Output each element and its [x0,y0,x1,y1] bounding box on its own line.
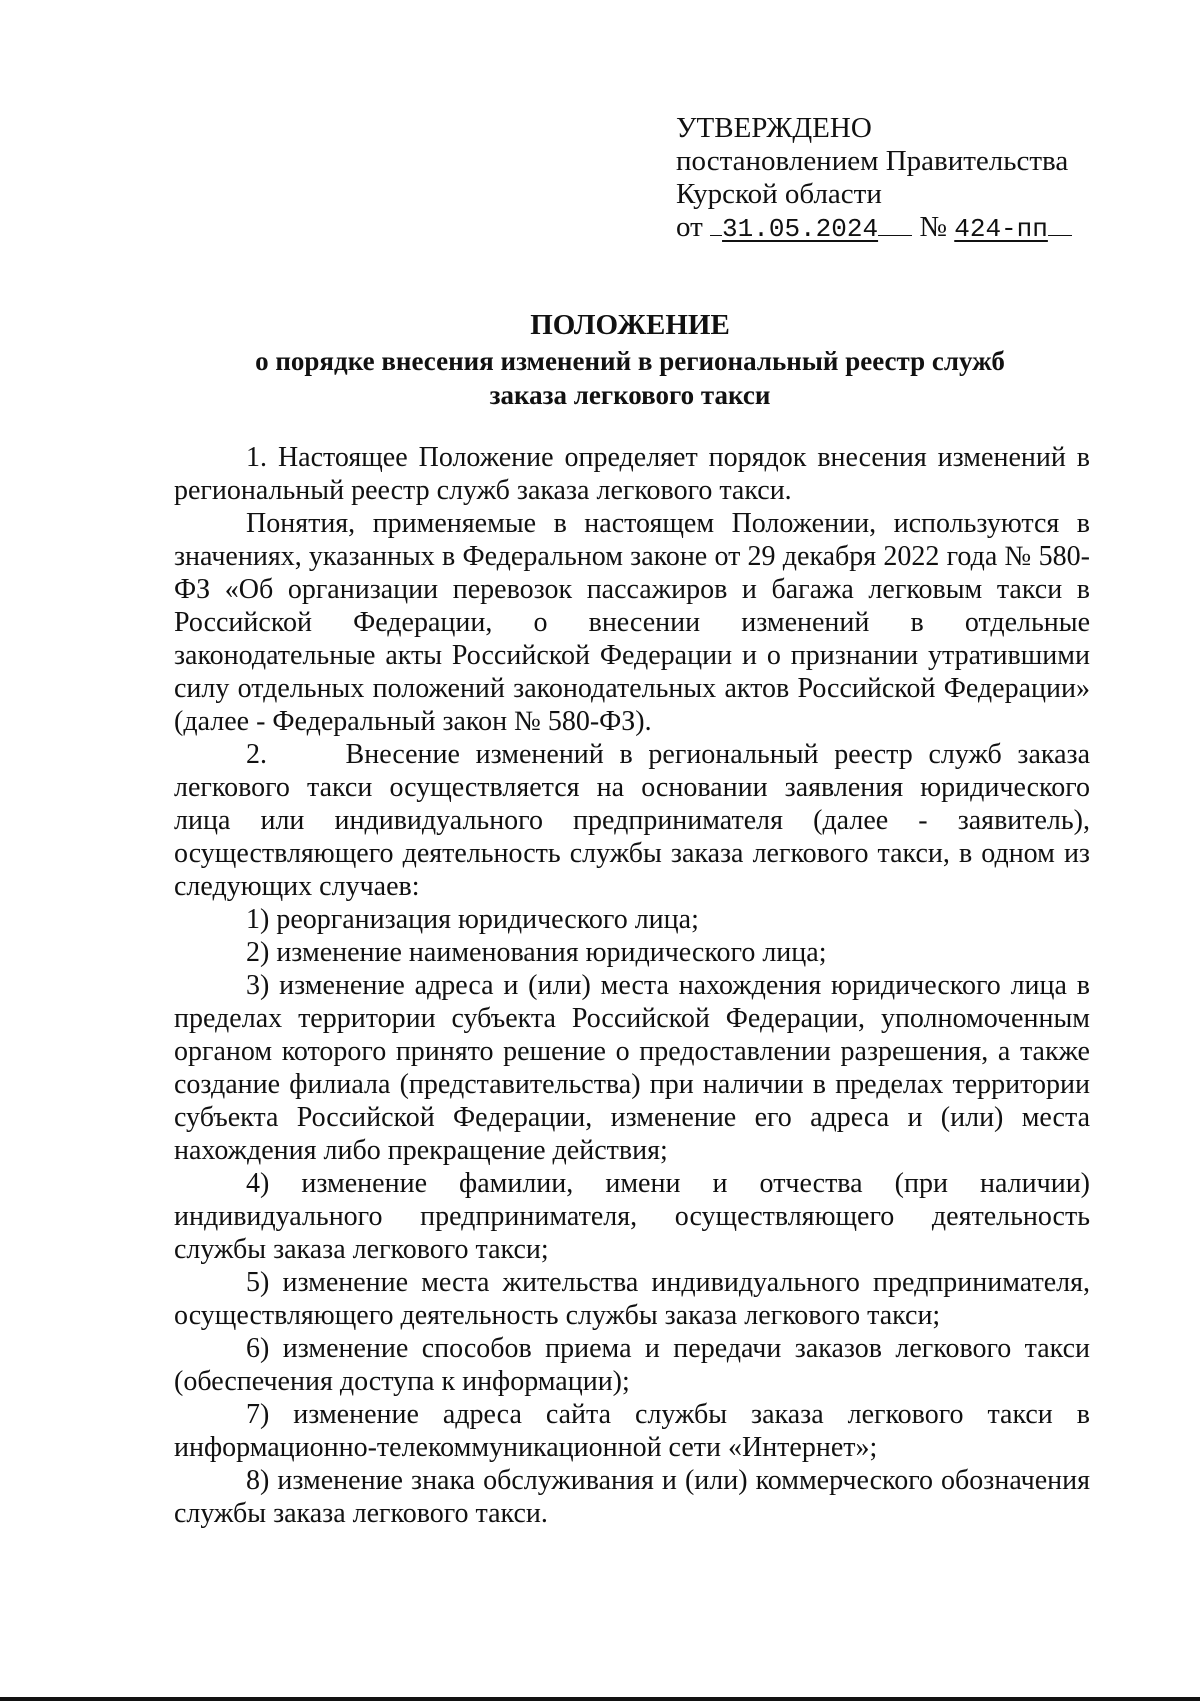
list-item-8: 8) изменение знака обслуживания и (или) коммерческого обозначения службы заказа легкового такси. [174,1465,1090,1529]
paragraph-1: 1. Настоящее Положение определяет порядок внесения изменений в региональный реестр служб заказа легкового такси. [174,442,1090,506]
paragraph-definitions: Понятия, применяемые в настоящем Положении, используются в значениях, указанных в Федеральном законе от 29 декабря 2022 года № 580-ФЗ «Об организации перевозок пассажиров и багажа легковым такси в Российской Федерации, о внесении изменений в отдельные законодательные акты Российской Федерации и о признании утратившими силу отдельных положений законодательных актов Российской Федерации» (далее - Федеральный закон № 580-ФЗ). [174,508,1090,737]
approval-number: 424-пп [954,214,1048,244]
approval-issuer: постановлением Правительства [676,145,1069,177]
date-underline-left [710,234,722,236]
number-prefix: № [919,211,947,243]
list-item-1: 1) реорганизация юридического лица; [246,904,699,935]
page-bottom-edge [0,1697,1200,1701]
list-item-4: 4) изменение фамилии, имени и отчества (при наличии) индивидуального предпринимателя, осуществляющего деятельность службы заказа легкового такси; [174,1168,1090,1265]
document-heading [175,308,1085,412]
number-underline [1048,234,1072,236]
document-body [174,441,1097,1530]
document-title: ПОЛОЖЕНИЕ [530,309,730,341]
approval-date-number [676,211,1072,246]
date-prefix: от [676,211,703,243]
list-item-2: 2) изменение наименования юридического лица; [246,937,827,968]
approval-stamp [676,112,1072,246]
approval-date: 31.05.2024 [722,214,879,244]
paragraph-2: 2. Внесение изменений в региональный реестр служб заказа легкового такси осуществляется на основании заявления юридического лица или индивидуального предпринимателя (далее - заявитель), осуществляющего деятельность службы заказа легкового такси, в одном из следующих случаев: [174,739,1097,902]
approval-region: Курской области [676,178,882,210]
approval-label: УТВЕРЖДЕНО [676,112,872,144]
list-item-7: 7) изменение адреса сайта службы заказа легкового такси в информационно-телекоммуникационной сети «Интернет»; [174,1399,1090,1463]
list-item-3: 3) изменение адреса и (или) места нахождения юридического лица в пределах территории субъекта Российской Федерации, уполномоченным органом которого принято решение о предоставлении разрешения, а также создание филиала (представительства) при наличии в пределах территории субъекта Российской Федерации, изменение его адреса и (или) места нахождения либо прекращение действия; [174,970,1090,1166]
list-item-5: 5) изменение места жительства индивидуального предпринимателя, осуществляющего деятельность службы заказа легкового такси; [174,1267,1090,1331]
document-subtitle-line2: заказа легкового такси [489,380,771,410]
list-item-6: 6) изменение способов приема и передачи заказов легкового такси (обеспечения доступа к информации); [174,1333,1090,1397]
date-underline-right [878,234,912,236]
document-subtitle-line1: о порядке внесения изменений в региональный реестр служб [255,346,1005,376]
